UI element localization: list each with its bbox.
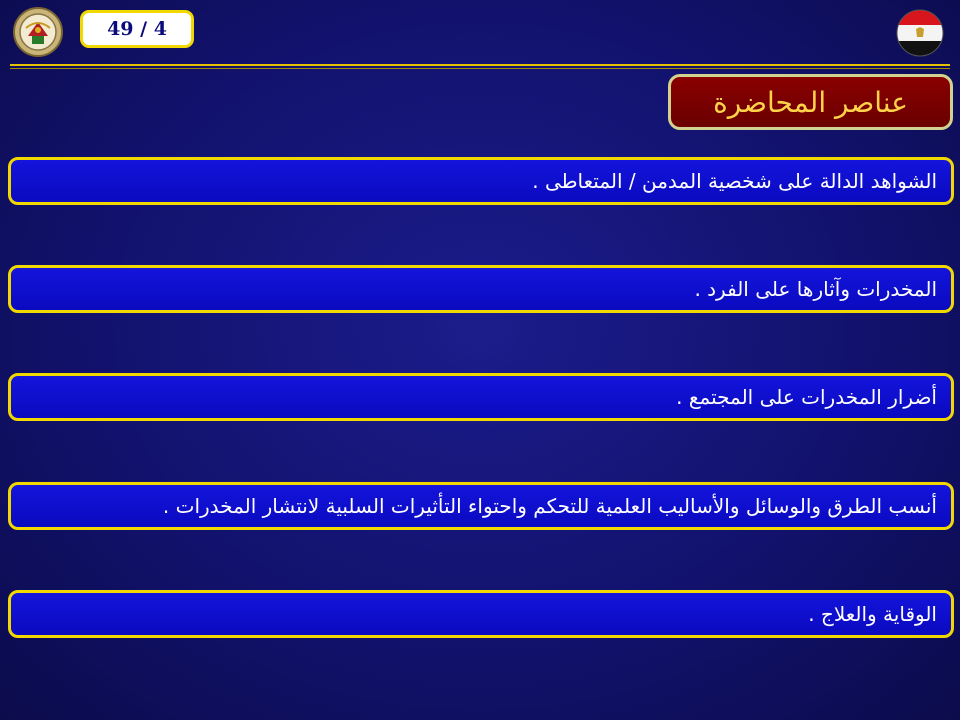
page-counter: 49 / 4 bbox=[80, 10, 194, 48]
lecture-item[interactable]: أضرار المخدرات على المجتمع . bbox=[8, 373, 954, 421]
emblem-logo bbox=[12, 6, 64, 58]
lecture-item[interactable]: الوقاية والعلاج . bbox=[8, 590, 954, 638]
lecture-item[interactable]: الشواهد الدالة على شخصية المدمن / المتعاطى . bbox=[8, 157, 954, 205]
egypt-flag-icon bbox=[896, 9, 944, 57]
header-divider bbox=[10, 64, 950, 66]
lecture-item[interactable]: المخدرات وآثارها على الفرد . bbox=[8, 265, 954, 313]
header-divider-shadow bbox=[10, 68, 950, 69]
lecture-title: عناصر المحاضرة bbox=[668, 74, 953, 130]
lecture-item[interactable]: أنسب الطرق والوسائل والأساليب العلمية للتحكم واحتواء التأثيرات السلبية لانتشار المخدرات . bbox=[8, 482, 954, 530]
